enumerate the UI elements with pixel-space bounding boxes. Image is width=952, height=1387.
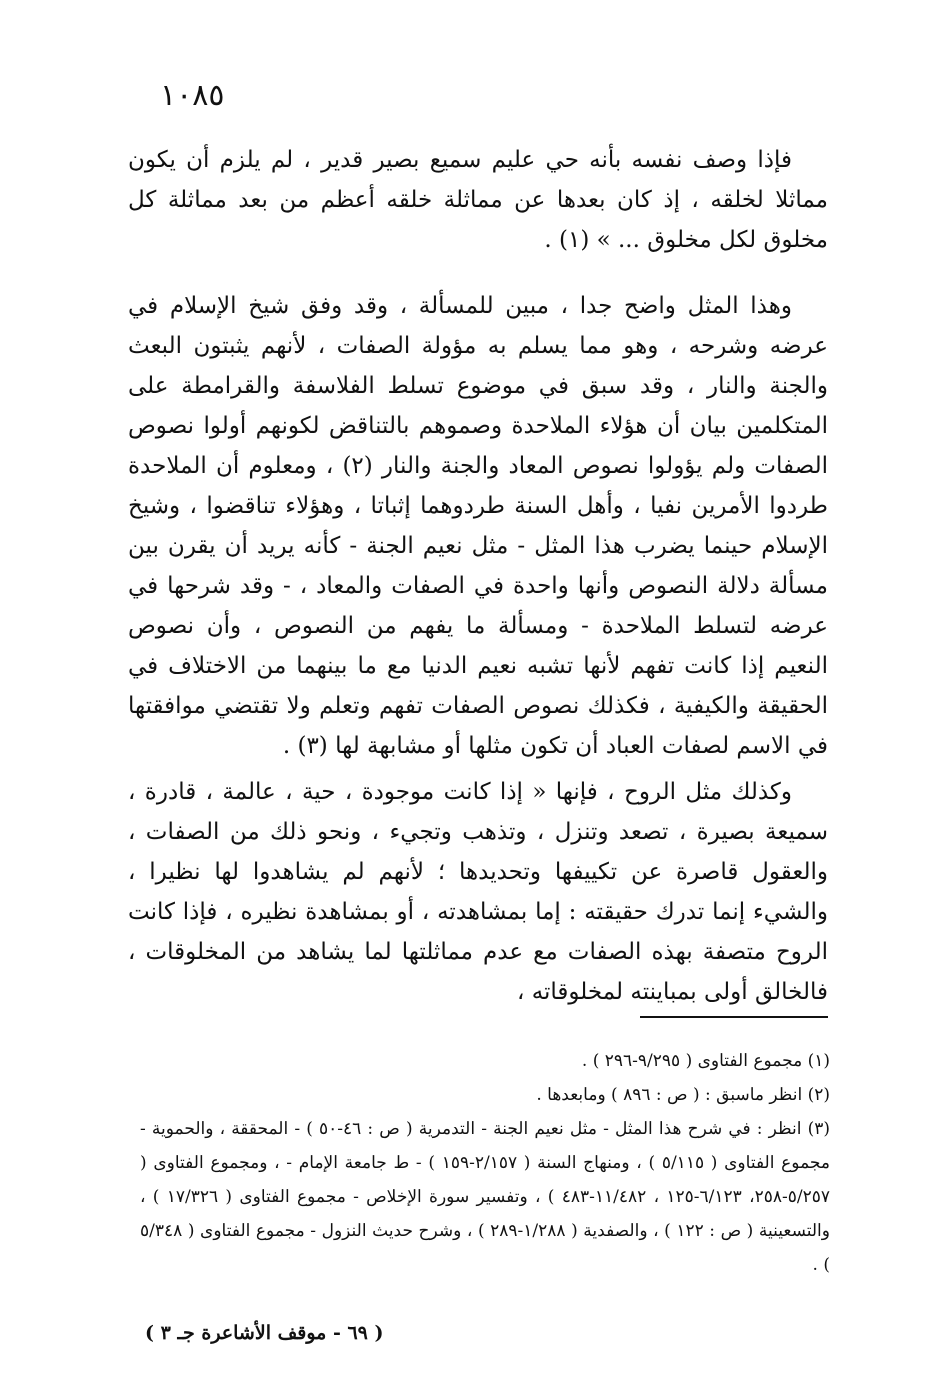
paragraph-text: [128, 140, 828, 260]
paragraph-3: [128, 772, 828, 1012]
paragraph-1: [128, 140, 828, 260]
paragraph-3-text: وكذلك مثل الروح ، فإنها « إذا كانت موجودة ، حية ، عالمة ، قادرة ، سميعة بصيرة ، تصعد وتنزل ، وتذهب وتجيء ، ونحو ذلك من الصفات ، والعقول قاصرة عن تكييفها وتحديدها ؛ لأنهم لم يشاهدوا لها نظيرا ، والشيء إنما تدرك حقيقته : إما بمشاهدته ، أو بمشاهدة نظيره ، فإذا كانت الروح متصفة بهذه الصفات مع عدم مماثلتها لما يشاهد من المخلوقات ، فالخالق أولى بمباينته لمخلوقاته ،: [128, 779, 828, 1005]
page-footer: ( ٦٩ - موقف الأشاعرة جـ ٣ ): [145, 1322, 384, 1344]
paragraph-2: [128, 286, 828, 766]
page-number: ١٠٨٥: [160, 78, 225, 113]
paragraph-text: [128, 286, 828, 766]
footnote-2: (٢) انظر ماسبق : ( ص : ٨٩٦ ) ومابعدها .: [536, 1085, 830, 1105]
footnote-divider: [640, 1016, 828, 1018]
footnote-1: (١) مجموع الفتاوى ( ٩/٢٩٥-٢٩٦ ) .: [581, 1051, 830, 1071]
footnote-3: (٣) انظر : في شرح هذا المثل - مثل نعيم الجنة - التدمرية ( ص : ٤٦-٥٠ ) - المحققة ، والحموية - مجموع الفتاوى ( ٥/١١٥ ) ، ومنهاج السنة ( ٢/١٥٧-١٥٩ ) - ط جامعة الإمام - ، ومجموع الفتاوى ( ٥/٢٥٧-٢٥٨، ٦/١٢٣-١٢٥ ، ١١/٤٨٢-٤٨٣ ) ، وتفسير سورة الإخلاص - مجموع الفتاوى ( ١٧/٣٢٦ ) ، والتسعينية ( ص : ١٢٢ ) ، والصفدية ( ١/٢٨٨-٢٨٩ ) ، وشرح حديث النزول - مجموع الفتاوى ( ٥/٣٤٨ ) .: [140, 1119, 831, 1275]
paragraph-2-text: وهذا المثل واضح جدا ، مبين للمسألة ، وقد وفق شيخ الإسلام في عرضه وشرحه ، وهو مما يسلم به مؤولة الصفات ، لأنهم يثبتون البعث والجنة والنار ، وقد سبق في موضوع تسلط الفلاسفة والقرامطة على المتكلمين بيان أن هؤلاء الملاحدة وصموهم بالتناقض لكونهم أولوا نصوص الصفات ولم يؤولوا نصوص المعاد والجنة والنار (٢) ، ومعلوم أن الملاحدة طردوا الأمرين نفيا ، وأهل السنة طردوهما إثباتا ، وهؤلاء تناقضوا ، وشيخ الإسلام حينما يضرب هذا المثل - مثل نعيم الجنة - كأنه يريد أن يقرن بين مسألة دلالة النصوص وأنها واحدة في الصفات والمعاد ، - وقد شرحها في عرضه لتسلط الملاحدة - ومسألة ما يفهم من النصوص ، وأن نصوص النعيم إذا كانت تفهم لأنها تشبه نعيم الدنيا مع ما بينهما من الاختلاف في الحقيقة والكيفية ، فكذلك نصوص الصفات تفهم وتعلم ولا تقتضي موافقتها في الاسم لصفات العباد أن تكون مثلها أو مشابهة لها (٣) .: [128, 293, 828, 759]
paragraph-1-text: فإذا وصف نفسه بأنه حي عليم سميع بصير قدير ، لم يلزم أن يكون مماثلا لخلقه ، إذ كان بعدها عن مماثلة خلقه أعظم من بعد مماثلة كل مخلوق لكل مخلوق ... » (١) .: [128, 147, 828, 253]
paragraph-text: [128, 772, 828, 1012]
footnotes: [140, 1044, 830, 1282]
